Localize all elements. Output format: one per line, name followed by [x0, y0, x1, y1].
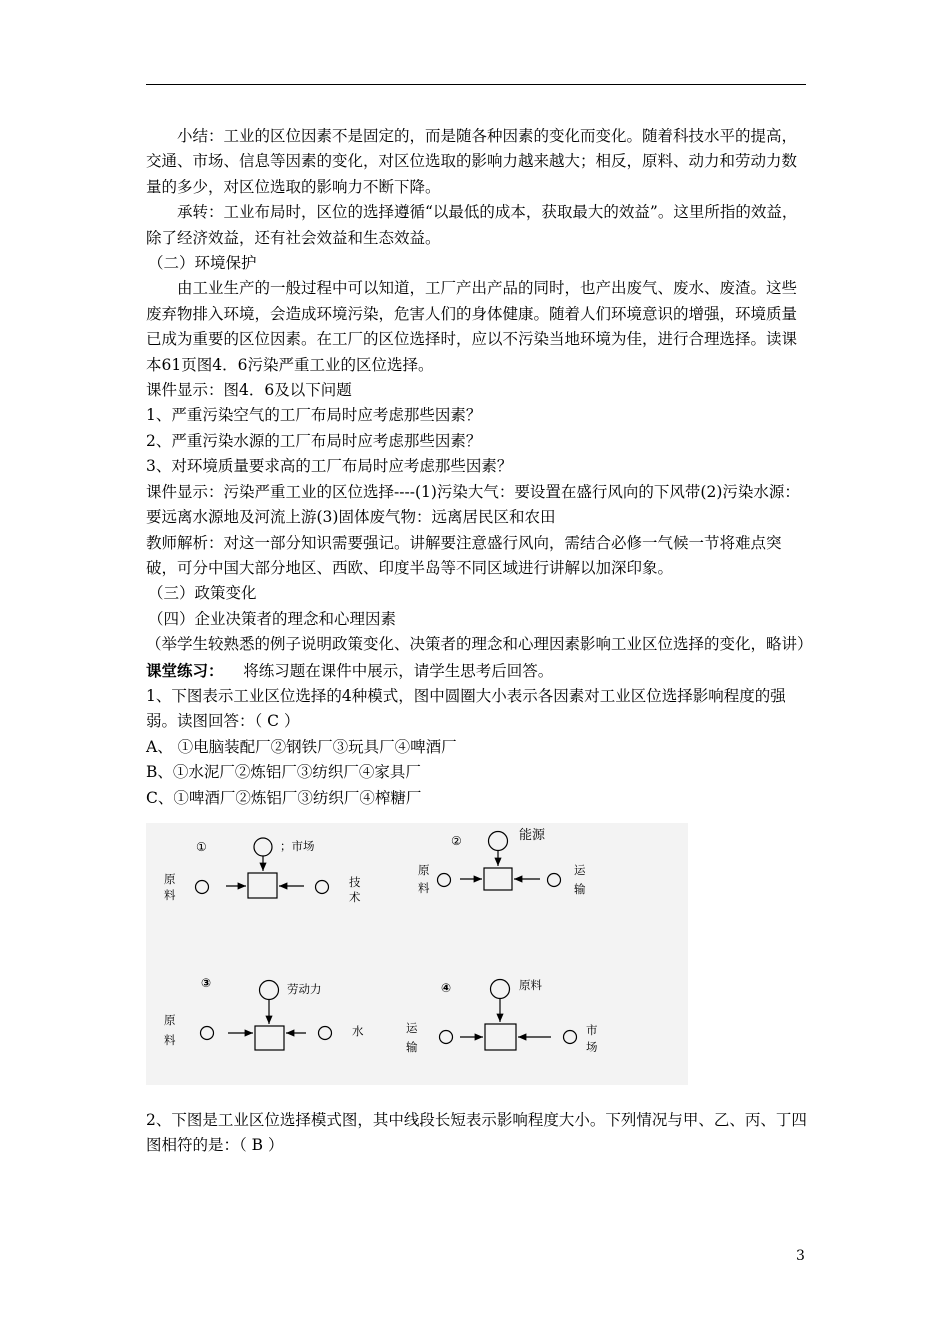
model-2-right-circle	[548, 874, 561, 887]
model-4-right-label: 市场	[586, 1023, 598, 1054]
section-heading-2: （二）环境保护	[148, 254, 257, 273]
option-c: C、①啤酒厂②炼铝厂③纺织厂④榨糖厂	[146, 788, 422, 807]
teacher-analysis: 教师解析：对这一部分知识需要强记。讲解要注意盛行风向，需结合必修一气候一节将难点突破，可分中国大部分地区、西欧、印度半岛等不同区域进行讲解以加深印象。	[146, 533, 782, 577]
model-1-top-label: ；市场	[280, 839, 315, 853]
model-1-left-label: 原料	[164, 872, 176, 902]
question-1: 1、严重污染空气的工厂布局时应考虑那些因素？	[146, 406, 482, 425]
header-rule	[146, 84, 806, 85]
section-heading-4: （四）企业决策者的理念和心理因素	[148, 609, 397, 628]
model-3-right-label: 水	[352, 1024, 364, 1038]
model-3-number: ③	[201, 976, 212, 990]
courseware-line-2: 课件显示：污染严重工业的区位选择----(1)污染大气：要设置在盛行风向的下风带(2)污染水源：要远离水源地及河流上游(3)固体废气物：远离居民区和农田	[146, 482, 800, 527]
model-3-top-label: 劳动力	[287, 982, 322, 996]
page-number: 3	[796, 1248, 805, 1264]
model-4-top-label: 原料	[519, 978, 542, 992]
model-1-right-circle	[316, 881, 329, 894]
model-2-factory-box	[484, 868, 512, 890]
example-note: （举学生较熟悉的例子说明政策变化、决策者的理念和心理因素影响工业区位选择的变化，略讲）	[146, 635, 813, 654]
option-b: B、①水泥厂②炼铝厂③纺织厂④家具厂	[146, 763, 421, 782]
exercise-question-1: 1、下图表示工业区位选择的4种模式，图中圆圈大小表示各因素对工业区位选择影响程度的强弱。读图回答：（ C ）	[146, 686, 786, 731]
location-model-figure	[146, 823, 688, 1085]
model-3-left-circle	[201, 1027, 214, 1040]
transition-paragraph: 承转：工业布局时，区位的选择遵循“以最低的成本，获取最大的效益”。这里所指的效益，除了经济效益，还有社会效益和生态效益。	[146, 203, 798, 247]
model-4-number: ④	[441, 981, 452, 995]
model-4-left-circle	[440, 1031, 453, 1044]
option-a: A、 ①电脑装配厂②钢铁厂③玩具厂④啤酒厂	[146, 737, 457, 756]
model-4-factory-box	[485, 1024, 516, 1050]
model-1-top-circle	[254, 838, 272, 856]
exercise-question-2: 2、下图是工业区位选择模式图，其中线段长短表示影响程度大小。下列情况与甲、乙、丙、丁四图相符的是：（ B ）	[146, 1111, 807, 1155]
question-3: 3、对环境质量要求高的工厂布局时应考虑那些因素？	[146, 457, 513, 476]
model-3-left-label: 原料	[164, 1013, 176, 1047]
model-4-left-label: 运输	[406, 1021, 418, 1054]
model-2-right-label: 运输	[574, 863, 586, 896]
section-heading-3: （三）政策变化	[148, 584, 257, 603]
environment-paragraph: 由工业生产的一般过程中可以知道，工厂产出产品的同时，也产出废气、废水、废渣。这些废弃物排入环境，会造成环境污染，危害人们的身体健康。随着人们环境意识的增强，环境质量已成为重要的区位因素。在工厂的区位选择时，应以不污染当地环境为佳，进行合理选择。读课本61页图4．6污染严重工业的区位选择。	[146, 279, 798, 374]
model-1-factory-box	[248, 873, 277, 898]
model-1-right-label: 技术	[349, 875, 361, 904]
model-2-top-label: 能源	[519, 828, 546, 843]
model-3-top-circle	[260, 981, 279, 1000]
model-1-left-circle	[196, 881, 209, 894]
model-2-number: ②	[451, 834, 462, 848]
courseware-line-1: 课件显示：图4．6及以下问题	[146, 381, 352, 400]
question-2: 2、严重污染水源的工厂布局时应考虑那些因素？	[146, 431, 482, 450]
model-4-top-circle	[491, 980, 510, 999]
model-1-number: ①	[196, 840, 207, 854]
summary-paragraph: 小结：工业的区位因素不是固定的，而是随各种因素的变化而变化。随着科技水平的提高，交通、市场、信息等因素的变化，对区位选取的影响力越来越大；相反，原料、动力和劳动力数量的多少，对区位选取的影响力不断下降。	[146, 127, 798, 196]
model-2-left-label: 原料	[418, 863, 430, 895]
model-4-right-circle	[564, 1031, 577, 1044]
model-2-left-circle	[438, 874, 451, 887]
model-3-right-circle	[319, 1027, 332, 1040]
exercise-instruction: 将练习题在课件中展示，请学生思考后回答。	[243, 661, 554, 680]
exercise-line	[146, 658, 808, 684]
body-text	[146, 124, 813, 811]
exercise-label: 课堂练习：	[146, 660, 224, 680]
model-2-top-circle	[489, 832, 508, 851]
model-3-factory-box	[255, 1026, 284, 1050]
